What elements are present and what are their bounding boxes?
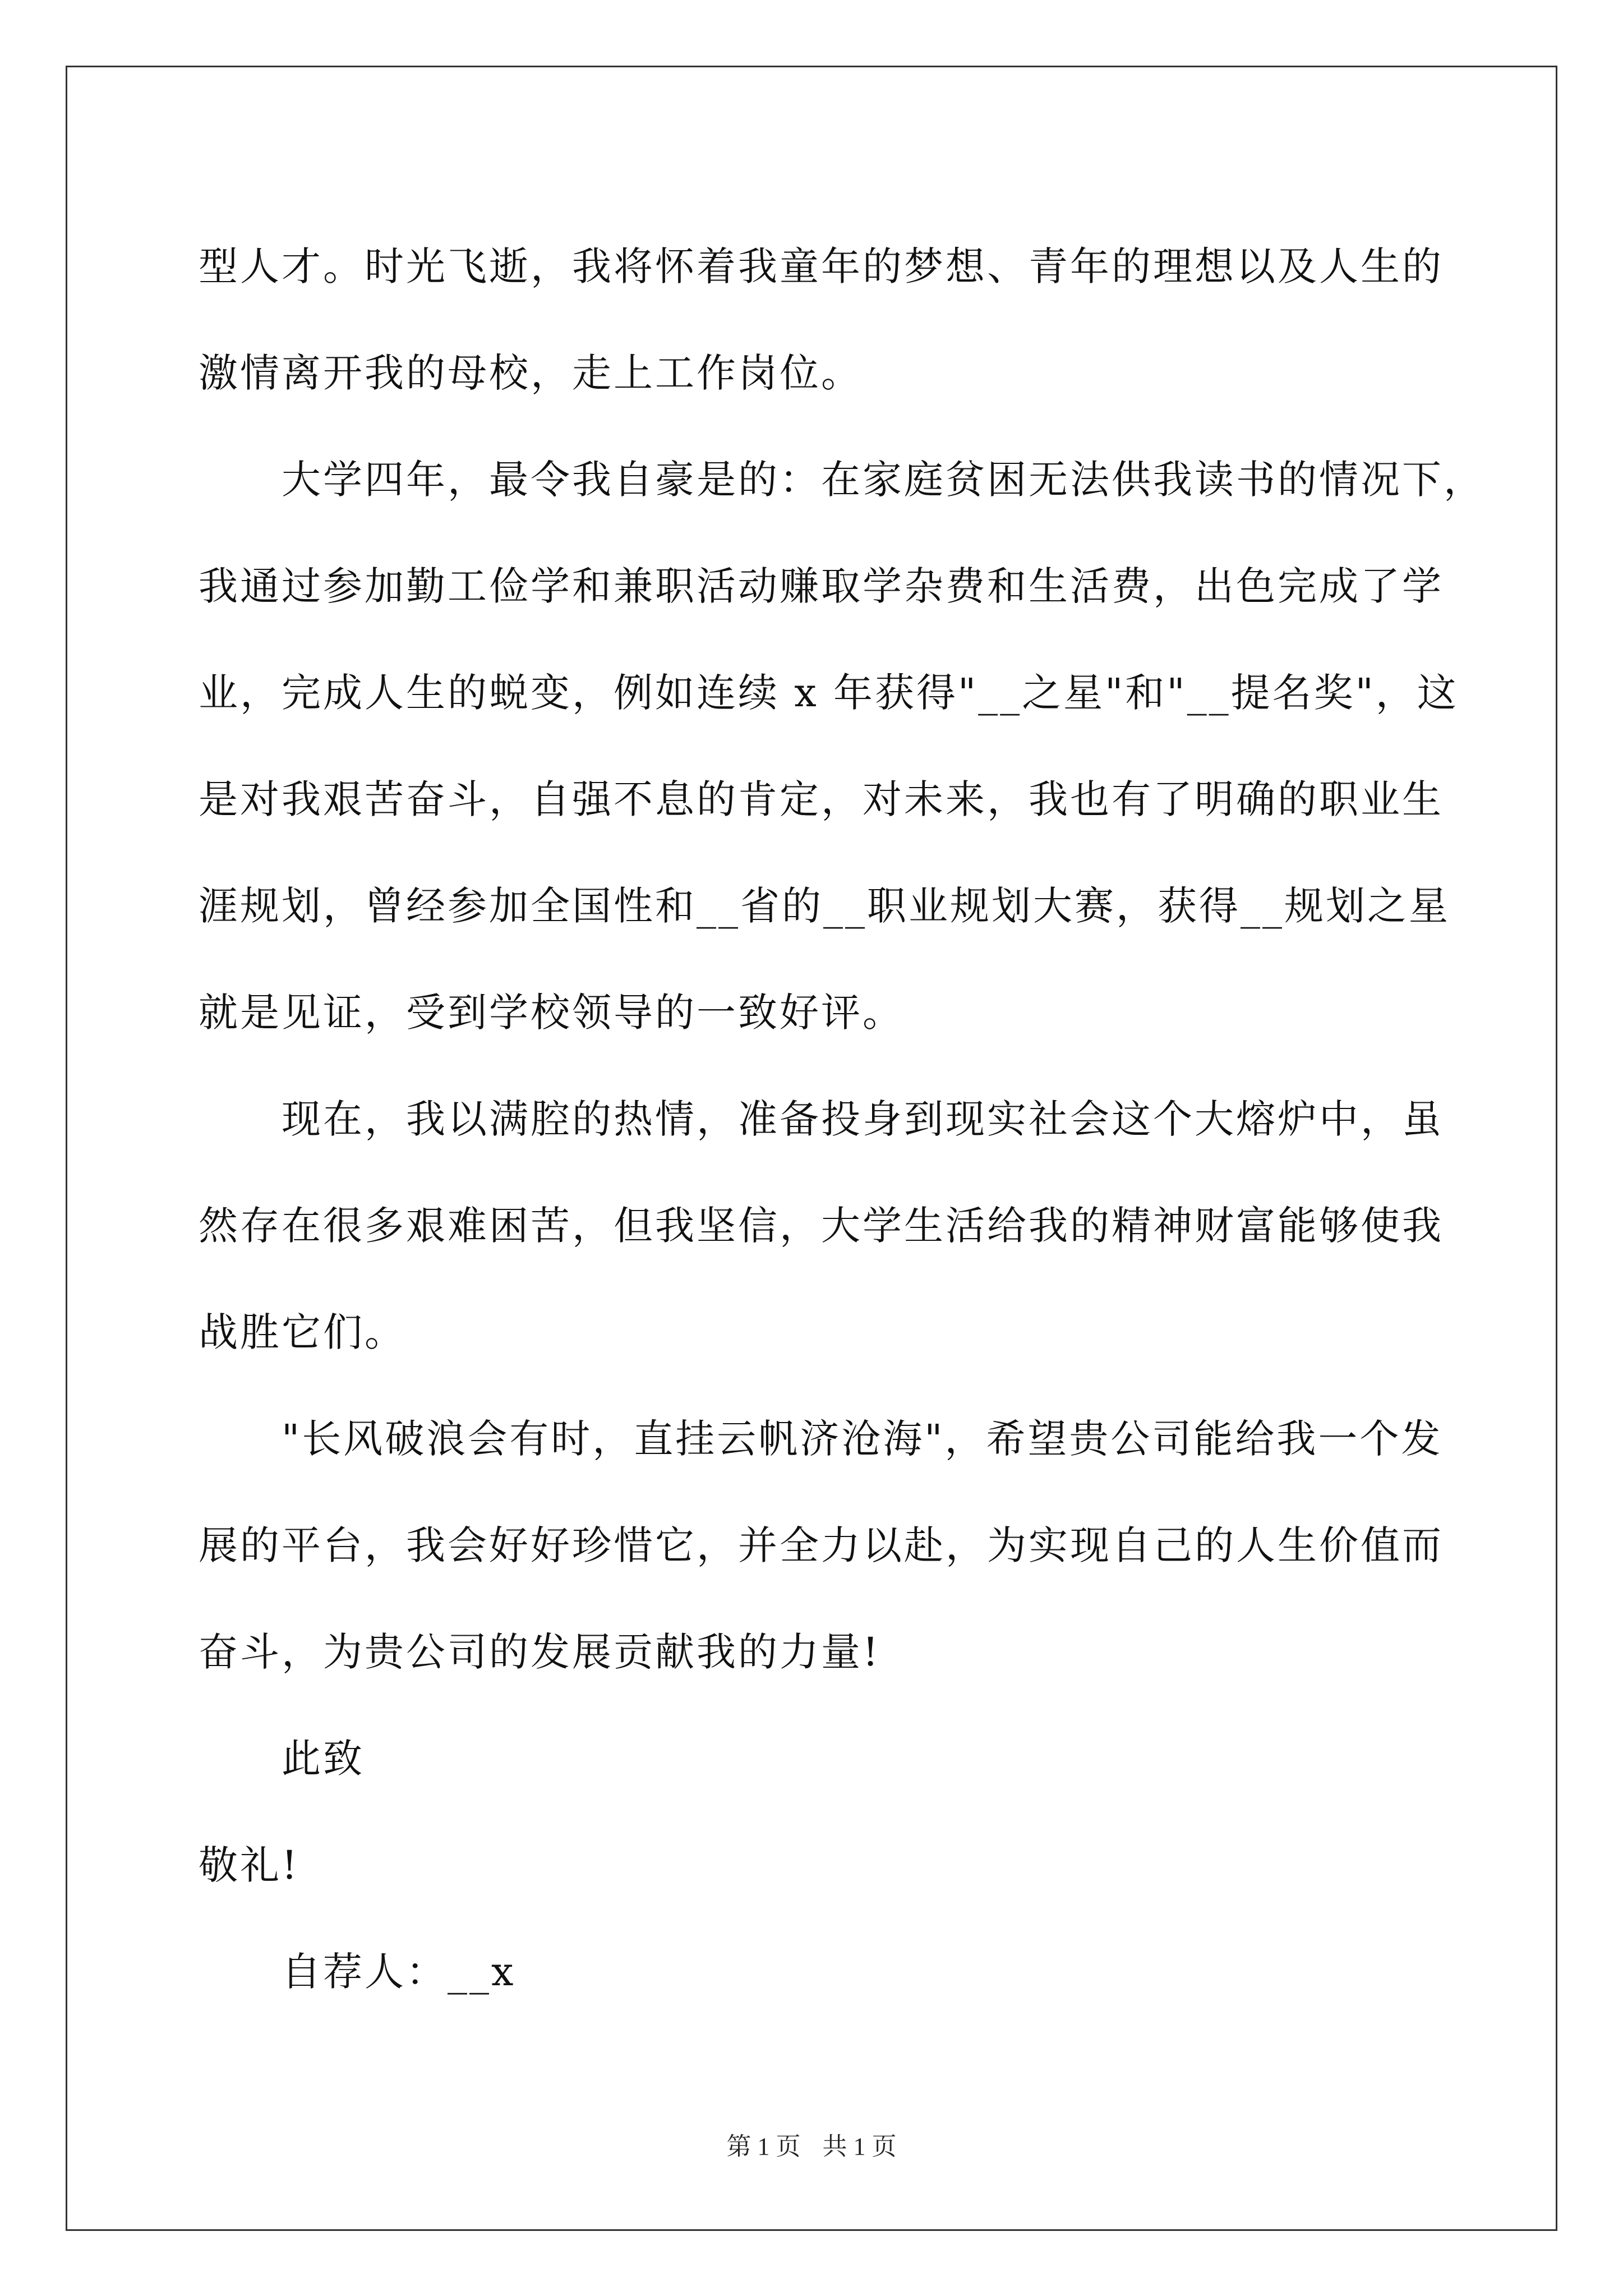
text-line: 型人才。时光飞逝，我将怀着我童年的梦想、青年的理想以及人生的 bbox=[199, 243, 1444, 289]
text-line: 然存在很多艰难困苦，但我坚信，大学生活给我的精神财富能够使我 bbox=[199, 1203, 1444, 1249]
text-line: 我通过参加勤工俭学和兼职活动赚取学杂费和生活费，出色完成了学 bbox=[199, 563, 1444, 609]
text-line: 展的平台，我会好好珍惜它，并全力以赴，为实现自己的人生价值而 bbox=[199, 1522, 1444, 1568]
closing-regards: 敬礼! bbox=[199, 1842, 300, 1888]
text-line: 是对我艰苦奋斗，自强不息的肯定，对未来，我也有了明确的职业生 bbox=[199, 776, 1444, 822]
text-line: 战胜它们。 bbox=[199, 1309, 406, 1355]
text-line: 涯规划，曾经参加全国性和__省的__职业规划大赛，获得__规划之星 bbox=[199, 883, 1450, 929]
document-body bbox=[199, 213, 1485, 2025]
text-line: 现在，我以满腔的热情，准备投身到现实社会这个大熔炉中，虽 bbox=[282, 1096, 1444, 1142]
page-total: 共 1 页 bbox=[822, 2133, 897, 2160]
text-line: "长风破浪会有时，直挂云帆济沧海"，希望贵公司能给我一个发 bbox=[282, 1416, 1443, 1462]
text-line: 就是见证，受到学校领导的一致好评。 bbox=[199, 990, 904, 1036]
text-line: 奋斗，为贵公司的发展贡献我的力量! bbox=[199, 1629, 881, 1675]
page-footer bbox=[0, 2126, 1623, 2162]
text-line: 激情离开我的母校，走上工作岗位。 bbox=[199, 350, 863, 396]
text-line: 大学四年，最令我自豪是的：在家庭贫困无法供我读书的情况下， bbox=[282, 457, 1485, 503]
text-line: 业，完成人生的蜕变，例如连续 x 年获得"__之星"和"__提名奖"，这 bbox=[199, 670, 1459, 716]
signature-line: 自荐人：__x bbox=[282, 1949, 516, 1995]
closing-salutation: 此致 bbox=[282, 1736, 365, 1782]
page-number: 第 1 页 bbox=[726, 2133, 801, 2160]
